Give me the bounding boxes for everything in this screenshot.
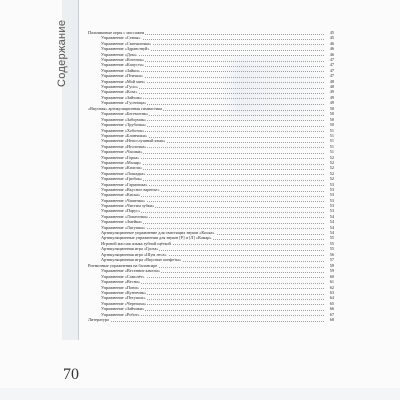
toc-entry-page: 52 <box>325 176 334 181</box>
toc-entry-page: 46 <box>325 41 334 46</box>
table-of-contents <box>88 30 334 323</box>
toc-entry-page: 49 <box>325 89 334 94</box>
toc-entry-title: Упражнение «Бегемотик» <box>101 111 149 117</box>
page-bottom-edge <box>0 388 400 400</box>
toc-entry-title: Упражнение «Змейка» <box>101 219 143 225</box>
toc-entry-page: 45 <box>325 30 334 35</box>
toc-entry <box>88 100 334 105</box>
toc-entry <box>88 257 334 262</box>
leader-dots <box>88 321 324 322</box>
toc-entry-page: 49 <box>325 95 334 100</box>
toc-entry-title: Упражнение «Капуста» <box>101 62 144 68</box>
toc-entry-title: «Вкусная» артикуляционная гимнастика <box>88 106 163 112</box>
toc-entry-page: 53 <box>325 182 334 187</box>
toc-entry-page: 50 <box>325 122 334 127</box>
toc-entry-title: Упражнение «Птички» <box>101 73 143 79</box>
toc-entry-page: 55 <box>325 235 334 240</box>
toc-entry-page: 63 <box>325 290 334 295</box>
toc-entry-title: Упражнение «Лошадка» <box>101 170 146 176</box>
toc-entry-title: Упражнение «Парус» <box>101 208 141 214</box>
toc-entry-page: 52 <box>325 171 334 176</box>
toc-entry-page: 46 <box>325 52 334 57</box>
toc-entry-title: Упражнение «Горка» <box>101 154 140 160</box>
toc-entry-title: Упражнение «Черепаха» <box>101 300 147 306</box>
toc-entry-page: 67 <box>325 312 334 317</box>
toc-entry-title: Упражнение «Чистим зубки» <box>101 203 155 209</box>
page-number: 70 <box>63 366 79 383</box>
toc-entry-page: 47 <box>325 68 334 73</box>
toc-entry-title: Упражнение «Зайчики» <box>101 306 145 312</box>
toc-entry-page: 51 <box>325 144 334 149</box>
toc-entry-page: 52 <box>325 160 334 165</box>
toc-entry-title: Упражнение «Чашечка» <box>101 197 145 203</box>
toc-entry-page: 54 <box>325 219 334 224</box>
toc-entry-title: Упражнение «Зайки» <box>101 67 140 73</box>
toc-entry-title: Упражнение «Лягушка» <box>101 224 146 230</box>
toc-entry-title: Упражнение «Котенок» <box>101 56 145 62</box>
toc-entry-title: Упражнение «Робот» <box>101 311 140 317</box>
toc-entry-page: 62 <box>325 285 334 290</box>
toc-entry-title: Упражнение «Здравствуй» <box>101 46 150 52</box>
toc-entry-title: Артикуляционное упражнение для свистящих звуков «Киска» <box>101 230 215 236</box>
toc-entry-title: Упражнение «Весна» <box>101 279 141 285</box>
toc-entry-page: 47 <box>325 62 334 67</box>
toc-entry-page: 47 <box>325 73 334 78</box>
toc-entry-page: 53 <box>325 192 334 197</box>
section-title: Содержание <box>56 20 68 88</box>
toc-entry-title: Упражнение «Маляр» <box>101 159 142 165</box>
toc-entry-page: 55 <box>325 246 334 251</box>
toc-entry-page: 46 <box>325 46 334 51</box>
toc-entry-title: Упражнение «Заборчик» <box>101 116 147 122</box>
toc-entry-page: 51 <box>325 138 334 143</box>
toc-entry-title: Упражнение «Трубочка» <box>101 122 147 128</box>
toc-entry-title: Упражнение «Мой мяч» <box>101 78 146 84</box>
toc-entry-page: 66 <box>325 306 334 311</box>
toc-entry-page: 50 <box>325 117 334 122</box>
toc-entry-title: Упражнение «Петушок» <box>101 295 146 301</box>
toc-entry-page: 56 <box>325 252 334 257</box>
toc-entry-title: Упражнение «Вкусное варенье» <box>101 186 160 192</box>
toc-entry-page: 57 <box>325 257 334 262</box>
toc-entry-page: 53 <box>325 203 334 208</box>
toc-entry-title: Упражнение «Грибок» <box>101 176 143 182</box>
toc-entry-page: 47 <box>325 57 334 62</box>
toc-entry-page: 60 <box>325 274 334 279</box>
toc-entry-title: Упражнение «Блинчики» <box>101 133 148 139</box>
toc-entry-title: Артикуляционная игра «Шум леса» <box>101 251 167 257</box>
toc-entry-title: Артикуляционные упражнения для звуков [Р] и [Л] «Комар» <box>101 235 212 241</box>
toc-entry-page: 54 <box>325 225 334 230</box>
toc-entry-page: 45 <box>325 35 334 40</box>
toc-entry-page: 53 <box>325 208 334 213</box>
toc-entry-page: 68 <box>325 317 334 322</box>
toc-entry-title: Упражнение «Зайчик» <box>101 94 142 100</box>
toc-entry-title: Артикуляционная игра «Вкусные конфеты» <box>101 257 182 262</box>
toc-entry-title: Упражнение «Непослушный язык» <box>101 138 166 144</box>
toc-entry-title: Упражнение «Дом» <box>101 51 137 57</box>
toc-entry-page: 52 <box>325 165 334 170</box>
toc-entry-title: Упражнение «Хоботок» <box>101 127 145 133</box>
toc-entry-title: Пальчиковые игры с массажем <box>88 30 145 35</box>
toc-entry-page: 54 <box>325 230 334 235</box>
toc-entry-page: 48 <box>325 79 334 84</box>
toc-entry-title: Упражнение «Весенние качели» <box>101 268 160 274</box>
toc-entry-page: 51 <box>325 128 334 133</box>
toc-entry-page: 51 <box>325 149 334 154</box>
toc-entry-page: 59 <box>325 268 334 273</box>
toc-entry-page: 58 <box>325 263 334 268</box>
toc-entry-title: Упражнение «Киска» <box>101 192 141 198</box>
toc-entry-page: 50 <box>325 106 334 111</box>
toc-entry-title: Литература <box>88 317 109 323</box>
toc-entry-title: Упражнение «Качели» <box>101 165 143 171</box>
toc-entry-title: Упражнение «Гусеница» <box>101 100 147 106</box>
toc-entry-page: 52 <box>325 155 334 160</box>
toc-entry-page: 64 <box>325 295 334 300</box>
toc-entry-title: Ритмичные упражнения на балансире <box>88 262 158 268</box>
toc-entry-title: Упражнение «Иголочка» <box>101 143 147 149</box>
toc-entry-title: Упражнение «Гармошка» <box>101 181 148 187</box>
toc-entry-title: Упражнение «Кузнечик» <box>101 289 147 295</box>
toc-entry-page: 50 <box>325 111 334 116</box>
toc-entry-page: 48 <box>325 84 334 89</box>
toc-entry <box>88 312 334 317</box>
toc-entry-title: Артикуляционная игра «Гроза» <box>101 246 159 252</box>
toc-entry-title: Упражнение «Семья» <box>101 35 141 41</box>
toc-entry-page: 65 <box>325 301 334 306</box>
toc-entry-page: 61 <box>325 279 334 284</box>
toc-entry-title: Упражнение «Сменялочка» <box>101 40 152 46</box>
toc-entry-title: Упражнение «Коза» <box>101 89 138 95</box>
toc-section <box>88 317 334 322</box>
toc-entry-title: Упражнение «Гуси» <box>101 83 138 89</box>
toc-entry-page: 53 <box>325 198 334 203</box>
toc-entry-page: 53 <box>325 187 334 192</box>
toc-entry-title: Игровой массаж языка зубной щёткой <box>101 240 171 246</box>
toc-entry-title: Упражнение «Пони» <box>101 284 139 290</box>
toc-entry-page: 51 <box>325 133 334 138</box>
toc-entry-page: 49 <box>325 100 334 105</box>
toc-entry-title: Упражнение «Самолёт» <box>101 273 145 279</box>
toc-entry-title: Упражнение «Лопаточка» <box>101 213 149 219</box>
toc-entry-page: 54 <box>325 214 334 219</box>
toc-entry-title: Упражнение «Часики» <box>101 149 143 155</box>
toc-entry-page: 55 <box>325 241 334 246</box>
